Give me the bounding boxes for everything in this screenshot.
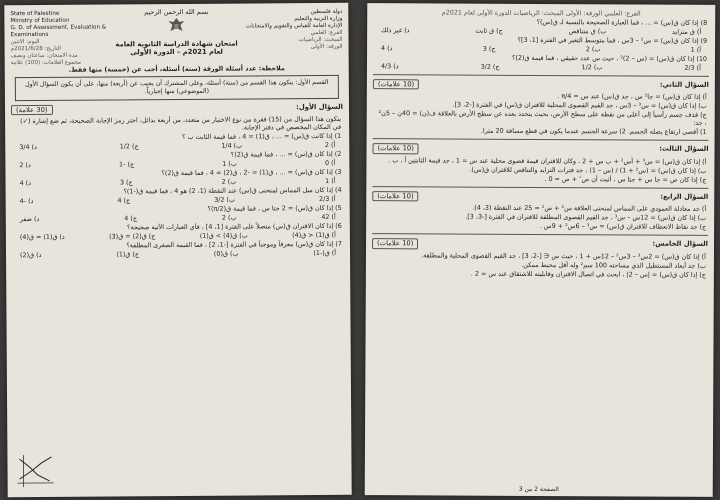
exam-note: ملاحظة: عدد أسئلة الورقة (ستة) أسئلة، أجب عن (خمسة) منها فقط.: [68, 64, 285, 74]
answer-option: ج) 4: [117, 196, 131, 205]
question-heading: [372, 144, 708, 156]
question-points: (10 علامات): [372, 239, 418, 250]
answer-option: ج) 4: [124, 214, 137, 223]
answer-option: ج) 3: [119, 178, 133, 187]
question-line: ج) جد نقاط الانعطاف للاقتران ق(س) = س³ – 6س² + 9س .: [539, 222, 707, 232]
section-divider: [373, 139, 709, 142]
page-header: [4, 3, 348, 65]
question-heading: [373, 79, 709, 91]
section-divider: [372, 186, 708, 189]
question-item: 8) إذا كان ق(س) = ... ، فما العبارة الصحيحة بالنسبة لـ ق(س)؟: [536, 17, 708, 27]
answer-option: ج) ق(2) = ق(3): [109, 232, 156, 241]
question-line: ب) إذا كان ق(س) = س³ – 3س ، جد القيم القصوى المحلية للاقتران ق(س) في الفترة [-2، 3].: [452, 101, 707, 111]
question-heading: [372, 239, 708, 251]
answer-option: أ) 2/3: [684, 63, 701, 72]
question-points: (10 علامات): [372, 191, 418, 202]
question-item: 10) إذا كان ق(س) = (س – 2)² ، حيث س عدد حقيقي ، فما قيمة ق(2)؟: [512, 53, 708, 63]
question-item: 9) إذا كان ق(س) = س² – 3س ، فما متوسط التغير في الفترة [1، 3]؟: [517, 35, 708, 45]
answer-option: د) ق(1) = ق(4): [19, 232, 65, 242]
question-item: 3) إذا كان ق(س) = ... ، ق(1) = -2 ، ق(2) = 4 ، فما قيمة ق(2)؟: [161, 167, 342, 178]
question-item: 4) إذا كان ميل المماس لمنحنى ق(س) عند النقطة (1، 2) هو 4 ، فما قيمة ق(-1)؟: [123, 185, 342, 196]
answer-option: ب) 2: [221, 213, 237, 222]
instructions-box: القسم الأول: يتكون هذا القسم من (ستة) أسئلة، وعلى المشترك أن يجيب عن (أربعة) منها، على أن يكون السؤال الأول (الموضوعي) منها إجبارياً.: [15, 75, 339, 101]
question-line: أ) إذا كان ق(س) = 2س³ – 3س² – 12س + 1 ، حيث س ∈ [-2، 3] ، جد القيم القصوى المحلية والمطلقة.: [421, 251, 706, 261]
header-line: State of Palestine: [10, 10, 60, 18]
question-line: ب) إذا كان ق(س) = 12س – س³ ، جد القيم القصوى المطلقة للاقتران في الفترة [-3، 3].: [465, 213, 707, 223]
question-line: 1) أقصى ارتفاع يصله الجسم. 2) سرعة الجسم عندما يكون في قطع مسافة 20 مترا.: [480, 127, 707, 137]
question-line: ب) إذا كان ق(س) = (س² + 1) / (س – 1) ، جد فترات التزايد والتناقص للاقتران ق(س).: [469, 165, 707, 175]
section-divider: [373, 74, 709, 77]
answer-option: ب) ق متناقص: [568, 27, 607, 36]
question-heading: [372, 191, 708, 203]
answer-option: ب) ق(4) > ق(1): [199, 231, 248, 240]
header-center: [114, 8, 238, 58]
answer-options: [381, 26, 701, 36]
meta-line: الورقة: الأولى: [310, 43, 343, 50]
question-title: السؤال الخامس:: [652, 240, 709, 249]
answer-option: ب) 1/4: [221, 141, 243, 150]
meta-line: اليوم: الاثنين: [10, 38, 40, 46]
answer-option: ج) 3: [482, 44, 496, 53]
exam-page-two: [365, 3, 716, 497]
header-english-block: [10, 10, 110, 67]
answer-option: د) 2: [19, 161, 31, 170]
answer-option: ب) 2: [585, 45, 601, 54]
answer-option: ب) ق(0): [213, 249, 239, 258]
exam-page-one: [4, 3, 351, 497]
question-line: أ) إذا كان ق(س) = جا² س ، جد ق(س) عند س = π/4 .: [557, 92, 707, 102]
answer-option: د) غير ذلك: [381, 26, 410, 35]
meta-line: المبحث: الرياضيات: [298, 36, 343, 44]
answer-option: ب) 1/2: [581, 63, 603, 72]
question-intro: يتكون هذا السؤال من (15) فقرة من نوع الاختيار من متعدد، من أربعة بدائل، اختر رمز الإجابة الصحيحة، ثم ضع إشارة (✓) في المكان المخصص في دفتر الإجابة.: [20, 114, 342, 132]
answer-option: ب) 1: [222, 159, 237, 168]
header-line: وزارة التربية والتعليم: [294, 15, 343, 23]
answer-option: ج) -1: [118, 160, 135, 169]
question-item: 6) إذا كان الاقتران ق(س) متصلاً على الفترة [1، 4] ، فأي العبارات الآتية صحيحة؟: [127, 221, 342, 232]
continued-items: [367, 17, 715, 72]
question-line: ج) قذف جسم رأسياً إلى أعلى من نقطة على سطح الأرض، بحيث يتحدد بعده عن سطح الأرض بالعلاقة ف(ن) = 40ن – 5ن² ، جد:: [378, 109, 707, 128]
question-points: (30 علامة): [11, 104, 53, 115]
question-line: أ) إذا كان ق(س) = س³ + أس² + ب س + 2 ، وكان للاقتران قيمة قصوى محلية عند س = 1 ، جد قيمة الثابتين أ ، ب .: [388, 156, 707, 166]
answer-option: ب) 2: [221, 177, 237, 186]
header-arabic-block: [232, 9, 342, 52]
question-item: 1) إذا كانت ق(س) = ... ، ق(1) = 4 ، فما قيمة الثابت ب ؟: [182, 131, 342, 141]
header-line: دولة فلسطين: [310, 8, 343, 16]
basmala: بسم الله الرحمن الرحيم: [144, 7, 209, 17]
answer-option: ج) ق ثابت: [475, 26, 503, 35]
page-footer: الصفحة 2 من 3: [518, 485, 559, 493]
meta-line: مجموع العلامات: (100) علامة: [10, 59, 81, 67]
question-item: 7) إذا كان ق(س) معرفاً وموجباً في الفترة [-1، 2] ، فما القيمة الصغرى المطلقة؟: [126, 239, 342, 250]
question-title: السؤال الثاني:: [659, 80, 709, 89]
meta-line: الفرع: العلمي: [310, 29, 343, 37]
answer-option: ج) 1/2: [119, 142, 139, 151]
answer-option: أ) ق(1) < ق(4): [292, 230, 336, 240]
answer-option: د) ق(2): [20, 250, 42, 260]
exam-title: امتحان شهادة الدراسة الثانوية العامة لعام 2021م – الدورة الأولى: [115, 39, 238, 57]
question-one-items: [5, 132, 350, 259]
answer-option: أ) 1: [690, 45, 702, 54]
function-graph-figure: [15, 453, 55, 489]
answer-option: أ) 0: [324, 158, 336, 167]
answer-option: أ) ق(-1): [313, 248, 337, 258]
answer-option: أ) 42: [321, 212, 336, 221]
question-points: (10 علامات): [373, 79, 419, 90]
question-line: ج) إذا كان ق(س) = |س – 2| ، ابحث في اتصال الاقتران وقابليته للاشتقاق عند س = 2 .: [470, 269, 706, 279]
answer-option: د) 4/3: [380, 62, 399, 71]
question-blocks: [366, 74, 715, 279]
question-title: السؤال الرابع:: [660, 192, 709, 201]
answer-option: ج) 3/2: [480, 62, 500, 71]
question-line: ب) جد أبعاد المستطيل الذي مساحته 100 سم² وله أقل محيط ممكن.: [521, 260, 706, 270]
header-line: G. D. of Assessment, Evaluation & Examinations: [10, 24, 107, 39]
header-line: الإدارة العامة للقياس والتقويم والامتحانات: [245, 22, 343, 30]
answer-option: د) صفر: [19, 214, 40, 224]
answer-option: أ) ق متزايد: [672, 27, 702, 36]
question-points: (10 علامات): [372, 144, 418, 155]
answer-option: د) -4: [19, 196, 34, 206]
question-item: 5) إذا كان ق(س) = 2 جتا س ، فما قيمة ق(π/2)؟: [207, 203, 342, 213]
answer-option: د) 3/4: [19, 142, 38, 152]
answer-option: ب) 3/2: [214, 195, 236, 204]
answer-option: د) 4: [19, 179, 32, 188]
question-title: السؤال الثالث:: [659, 145, 709, 154]
question-title: السؤال الأول:: [296, 102, 344, 111]
section-divider: [372, 234, 708, 237]
answer-options: [381, 44, 701, 54]
answer-options: [381, 62, 701, 72]
meta-line: التاريخ: 2021/6/28م: [10, 45, 61, 53]
question-item: 2) إذا كان ق(س) = ... ، فما قيمة ق(2)؟: [230, 149, 342, 159]
header-line: Ministry of Education: [10, 17, 70, 25]
meta-line: مدة الامتحان: ساعتان ونصف: [10, 52, 78, 60]
ministry-eagle-logo: [166, 16, 186, 36]
answer-option: أ) 2: [324, 140, 336, 149]
question-line: أ) جد معادلة العمودي على المماس لمنحنى العلاقة س² + ص² = 25 عند النقطة (3، 4).: [472, 204, 707, 214]
answer-option: أ) 2/3: [319, 194, 336, 203]
question-one-heading: [11, 102, 343, 115]
question-line: ج) إذا كان ص = جا س + جتا س ، أثبت أن ص″ + ص = 0 .: [544, 174, 707, 184]
answer-option: أ) 1: [325, 176, 336, 185]
answer-options: [20, 249, 336, 259]
answer-option: د) 4: [381, 44, 393, 53]
page-header-line: الفرع: العلمي الورقة: الأولى المبحث: الرياضيات الدورة الأولى لعام 2021م: [441, 8, 641, 18]
answer-option: ج) ق(1): [116, 250, 140, 259]
